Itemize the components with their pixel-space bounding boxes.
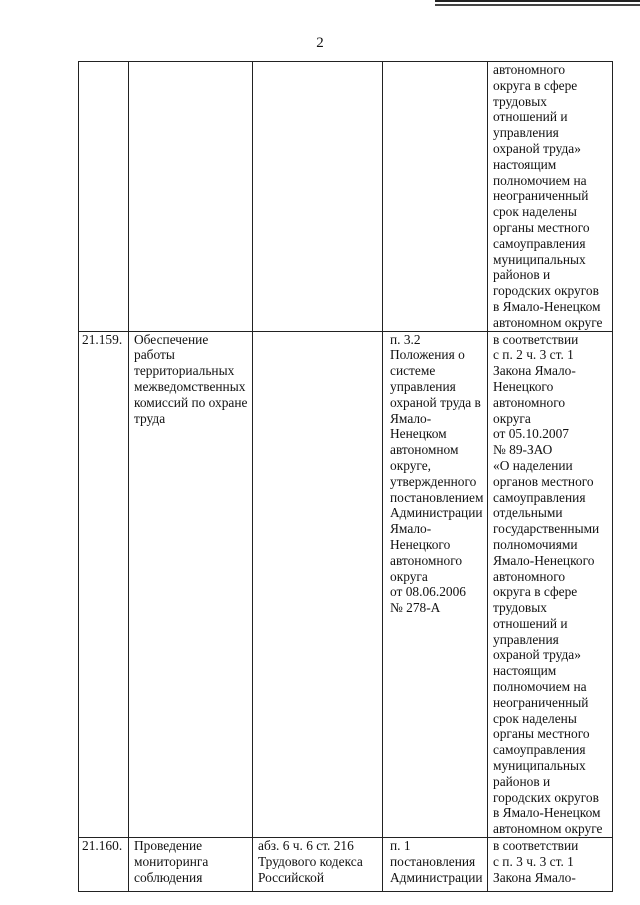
cell-text-line: органы местного — [493, 219, 590, 235]
cell-text-line: Российской — [258, 869, 324, 885]
cell-text-line: автономного — [390, 552, 463, 568]
cell-text-line: автономного — [493, 62, 566, 77]
cell-text-line: от 05.10.2007 — [493, 426, 569, 442]
cell-text-line: межведомственных — [134, 378, 246, 394]
regional-basis-cell — [383, 331, 488, 838]
cell-text-line: отношений и — [493, 109, 568, 125]
cell-text-line: п. 1 — [390, 838, 411, 854]
page-number: 2 — [316, 35, 324, 51]
cell-text-line: охраной труда» — [493, 140, 581, 156]
row-number: 21.160. — [82, 838, 123, 854]
cell-text-line: районов и — [493, 267, 551, 283]
cell-text-line: утвержденного — [390, 473, 477, 489]
cell-text-line: постановлением — [390, 489, 484, 505]
cell-text-line: округа в сфере — [493, 77, 578, 93]
cell-text-line: № 89-ЗАО — [493, 442, 553, 458]
table-body — [79, 62, 613, 892]
cell-text-line: органов местного — [493, 473, 594, 489]
cell-text-line: округа в сфере — [493, 584, 578, 600]
cell-text-line: срок наделены — [493, 204, 577, 220]
cell-text-line: труда — [134, 410, 166, 426]
cell-text-line: Ненецкого — [390, 536, 451, 552]
cell-text-line: Трудового кодекса — [258, 853, 363, 869]
row-number-cell — [79, 838, 129, 892]
cell-text-line: настоящим — [493, 663, 557, 679]
cell-text-line: управления — [390, 378, 456, 394]
cell-text-line: городских округов — [493, 283, 599, 299]
regional-basis-cell — [383, 838, 488, 892]
cell-text-line: муниципальных — [493, 758, 586, 774]
cell-text-line: автономном округе — [493, 821, 603, 837]
cell-text-line: автономного — [493, 568, 566, 584]
cell-text-line: в Ямало-Ненецком — [493, 805, 601, 821]
cell-text-line: отношений и — [493, 615, 568, 631]
cell-text-line: трудовых — [493, 93, 547, 109]
cell-text-line: неограниченный — [493, 188, 589, 204]
cell-text-line: Ямало- — [390, 410, 432, 426]
cell-text-line: охраной труда» — [493, 647, 581, 663]
cell-text-line: государственными — [493, 521, 600, 537]
cell-text-line: охраной труда в — [390, 394, 481, 410]
table-row — [79, 331, 613, 838]
cell-text-line: автономном округе — [493, 314, 603, 330]
cell-text-line: работы — [134, 347, 175, 363]
cell-text-line: округа — [493, 410, 531, 426]
cell-text-line: самоуправления — [493, 489, 586, 505]
cell-text-line: Администрации — [390, 505, 483, 521]
cell-text-line: мониторинга — [134, 853, 209, 869]
cell-text-line: Закона Ямало- — [493, 869, 576, 885]
cell-text-line: Положения о — [390, 347, 465, 363]
cell-text-line: с п. 3 ч. 3 ст. 1 — [493, 853, 574, 869]
cell-text-line: № 278-А — [390, 600, 441, 616]
cell-text-line: п. 3.2 — [390, 331, 421, 347]
cell-text-line: автономном — [390, 442, 459, 458]
cell-text-line: полномочием на — [493, 172, 587, 188]
cell-text-line: Проведение — [134, 838, 203, 854]
row-number-cell — [79, 62, 129, 332]
authority-basis-cell — [488, 331, 613, 838]
cell-text-line: управления — [493, 125, 559, 141]
authority-basis-cell — [488, 838, 613, 892]
cell-text-line: от 08.06.2006 — [390, 584, 466, 600]
cell-text-line: соблюдения — [134, 869, 203, 885]
cell-text-line: Администрации — [390, 869, 483, 885]
cell-text-line: округа — [390, 568, 428, 584]
cell-text-line: в соответствии — [493, 331, 579, 347]
cell-text-line: Ненецком — [390, 426, 447, 442]
cell-text-line: срок наделены — [493, 710, 577, 726]
cell-text-line: настоящим — [493, 156, 557, 172]
cell-text-line: трудовых — [493, 600, 547, 616]
activity-cell — [129, 838, 253, 892]
federal-basis-cell — [253, 62, 383, 332]
row-number: 21.159. — [82, 331, 123, 347]
cell-text-line: «О наделении — [493, 457, 573, 473]
cell-text-line: управления — [493, 631, 559, 647]
cell-text-line: Ямало-Ненецкого — [493, 552, 595, 568]
federal-basis-cell — [253, 838, 383, 892]
cell-text-line: самоуправления — [493, 742, 586, 758]
cell-text-line: постановления — [390, 853, 476, 869]
cell-text-line: органы местного — [493, 726, 590, 742]
cell-text-line: Закона Ямало- — [493, 363, 576, 379]
cell-text-line: городских округов — [493, 789, 599, 805]
cell-text-line: в Ямало-Ненецком — [493, 298, 601, 314]
cell-text-line: Ямало- — [390, 521, 432, 537]
powers-table — [78, 61, 613, 892]
cell-text-line: автономного — [493, 394, 566, 410]
cell-text-line: в соответствии — [493, 838, 579, 854]
cell-text-line: Ненецкого — [493, 378, 554, 394]
cell-text-line: комиссий по охране — [134, 394, 248, 410]
authority-basis-cell — [488, 62, 613, 332]
activity-cell — [129, 62, 253, 332]
table-row — [79, 838, 613, 892]
cell-text-line: полномочиями — [493, 536, 578, 552]
cell-text-line: с п. 2 ч. 3 ст. 1 — [493, 347, 574, 363]
table-row — [79, 62, 613, 332]
top-edge-mark — [435, 0, 640, 8]
cell-text-line: Обеспечение — [134, 331, 209, 347]
row-number-cell — [79, 331, 129, 838]
cell-text-line: абз. 6 ч. 6 ст. 216 — [258, 838, 354, 854]
activity-cell — [129, 331, 253, 838]
regional-basis-cell — [383, 62, 488, 332]
cell-text-line: самоуправления — [493, 235, 586, 251]
federal-basis-cell — [253, 331, 383, 838]
cell-text-line: округе, — [390, 457, 432, 473]
cell-text-line: районов и — [493, 773, 551, 789]
cell-text-line: муниципальных — [493, 251, 586, 267]
cell-text-line: неограниченный — [493, 694, 589, 710]
cell-text-line: территориальных — [134, 363, 235, 379]
cell-text-line: полномочием на — [493, 679, 587, 695]
cell-text-line: системе — [390, 363, 436, 379]
cell-text-line: отдельными — [493, 505, 563, 521]
